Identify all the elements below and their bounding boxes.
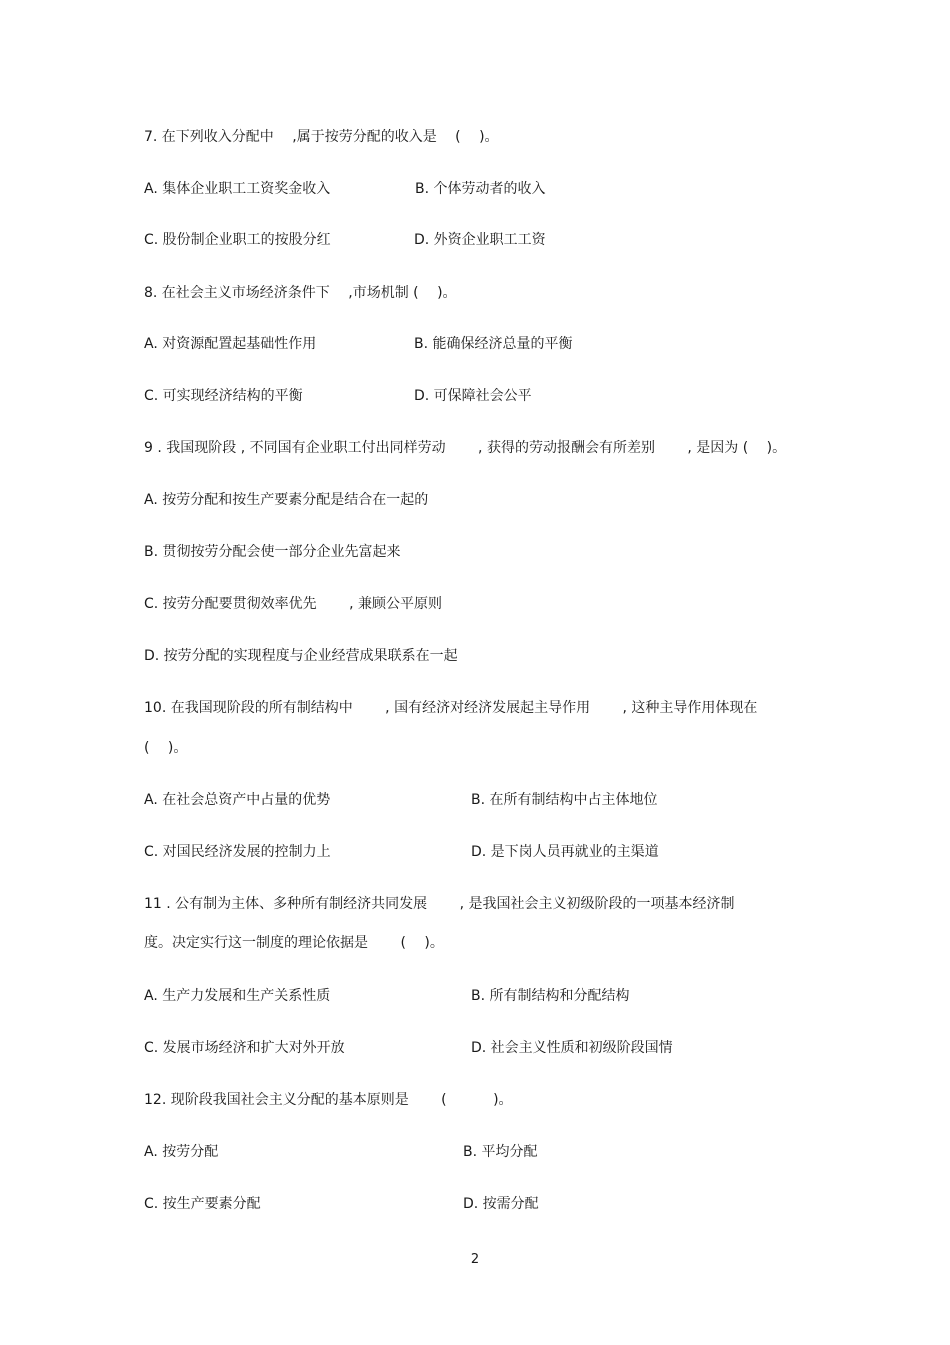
question-12-option-d: D. 按需分配 [463,1196,539,1212]
question-11-option-b: B. 所有制结构和分配结构 [471,988,630,1004]
question-11-option-d: D. 社会主义性质和初级阶段国情 [471,1040,673,1056]
question-9-option-a: A. 按劳分配和按生产要素分配是结合在一起的 [144,492,429,508]
question-9-option-b: B. 贯彻按劳分配会使一部分企业先富起来 [144,544,401,560]
question-12-option-b: B. 平均分配 [463,1144,538,1160]
question-7-option-d: D. 外资企业职工工资 [414,232,546,248]
question-8-stem: 8. 在社会主义市场经济条件下 ,市场机制 ( )。 [144,285,457,301]
question-9-option-d: D. 按劳分配的实现程度与企业经营成果联系在一起 [144,648,458,664]
question-11-stem-line-1: 11 . 公有制为主体、多种所有制经济共同发展 , 是我国社会主义初级阶段的一项基本经济制 [144,896,735,912]
question-11-stem-line-2: 度。决定实行这一制度的理论依据是 ( )。 [144,935,444,951]
question-7-stem: 7. 在下列收入分配中 ,属于按劳分配的收入是 ( )。 [144,129,499,145]
question-12-option-a: A. 按劳分配 [144,1144,219,1160]
question-9-option-c: C. 按劳分配要贯彻效率优先 , 兼顾公平原则 [144,596,443,612]
question-10-stem-line-2: ( )。 [144,740,188,756]
question-8-option-d: D. 可保障社会公平 [414,388,532,404]
question-10-option-b: B. 在所有制结构中占主体地位 [471,792,658,808]
question-12-option-c: C. 按生产要素分配 [144,1196,261,1212]
question-8-option-a: A. 对资源配置起基础性作用 [144,336,317,352]
question-11-option-a: A. 生产力发展和生产关系性质 [144,988,331,1004]
question-8-option-b: B. 能确保经济总量的平衡 [414,336,573,352]
question-7-option-a: A. 集体企业职工工资奖金收入 [144,181,331,197]
question-10-option-d: D. 是下岗人员再就业的主渠道 [471,844,659,860]
question-7-option-b: B. 个体劳动者的收入 [415,181,546,197]
question-12-stem: 12. 现阶段我国社会主义分配的基本原则是 ( )。 [144,1092,513,1108]
question-10-stem-line-1: 10. 在我国现阶段的所有制结构中 , 国有经济对经济发展起主导作用 , 这种主导作用体现在 [144,700,758,716]
question-8-option-c: C. 可实现经济结构的平衡 [144,388,303,404]
question-10-option-a: A. 在社会总资产中占量的优势 [144,792,331,808]
page-number: 2 [470,1252,480,1267]
question-9-stem: 9 . 我国现阶段 , 不同国有企业职工付出同样劳动 , 获得的劳动报酬会有所差别 , 是因为 ( )。 [144,440,787,456]
question-11-option-c: C. 发展市场经济和扩大对外开放 [144,1040,345,1056]
question-10-option-c: C. 对国民经济发展的控制力上 [144,844,331,860]
question-7-option-c: C. 股份制企业职工的按股分红 [144,232,331,248]
